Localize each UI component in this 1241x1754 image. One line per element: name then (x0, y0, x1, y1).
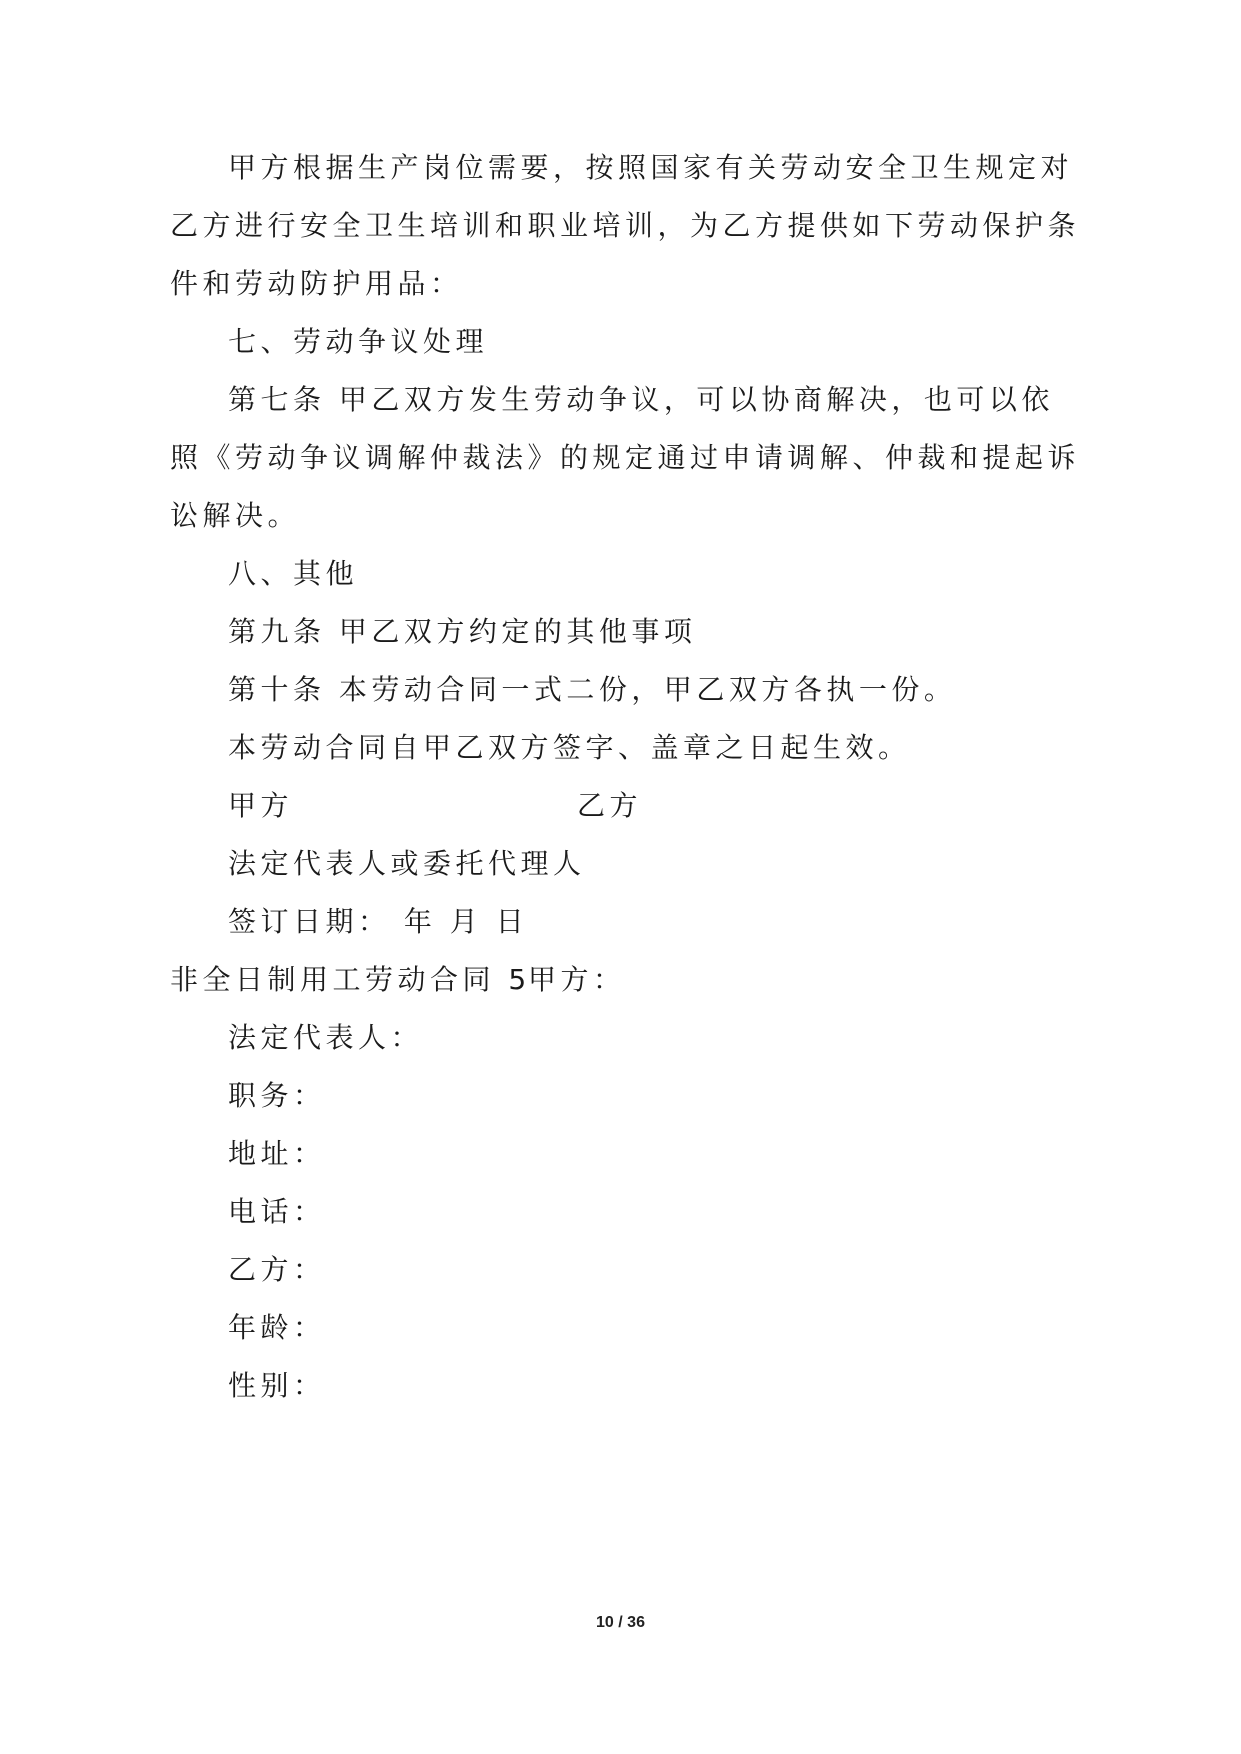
effective-clause: 本劳动合同自甲乙双方签字、盖章之日起生效。 (228, 731, 911, 764)
field-phone: 电话： (228, 1195, 326, 1228)
paragraph-line: 讼解决。 (170, 499, 301, 532)
section-heading-8: 八、其他 (228, 557, 359, 590)
signature-date: 签订日期： 年 月 日 (228, 905, 529, 938)
article-9: 第九条 甲乙双方约定的其他事项 (228, 615, 697, 648)
contract-title: 非全日制用工劳动合同 5 (170, 963, 531, 996)
paragraph-line: 甲方根据生产岗位需要，按照国家有关劳动安全卫生规定对 (228, 151, 1074, 184)
paragraph-line: 第七条 甲乙双方发生劳动争议，可以协商解决，也可以依 (228, 383, 1054, 416)
field-legal-rep: 法定代表人： (228, 1021, 424, 1054)
field-address: 地址： (228, 1137, 326, 1170)
contract-party-a: 甲方： (528, 963, 626, 996)
signature-party-b: 乙方 (577, 789, 643, 822)
field-age: 年龄： (228, 1311, 326, 1344)
paragraph-line: 件和劳动防护用品： (170, 267, 463, 300)
field-gender: 性别： (228, 1369, 326, 1402)
field-party-b: 乙方： (228, 1253, 326, 1286)
signature-representative: 法定代表人或委托代理人 (228, 847, 586, 880)
article-10: 第十条 本劳动合同一式二份，甲乙双方各执一份。 (228, 673, 957, 706)
signature-party-a: 甲方 (228, 789, 294, 822)
page-number: 10 / 36 (596, 1614, 645, 1631)
section-heading-7: 七、劳动争议处理 (228, 325, 489, 358)
paragraph-line: 乙方进行安全卫生培训和职业培训，为乙方提供如下劳动保护条 (170, 209, 1081, 242)
paragraph-line: 照《劳动争议调解仲裁法》的规定通过申请调解、仲裁和提起诉 (170, 441, 1081, 474)
field-position: 职务： (228, 1079, 326, 1112)
